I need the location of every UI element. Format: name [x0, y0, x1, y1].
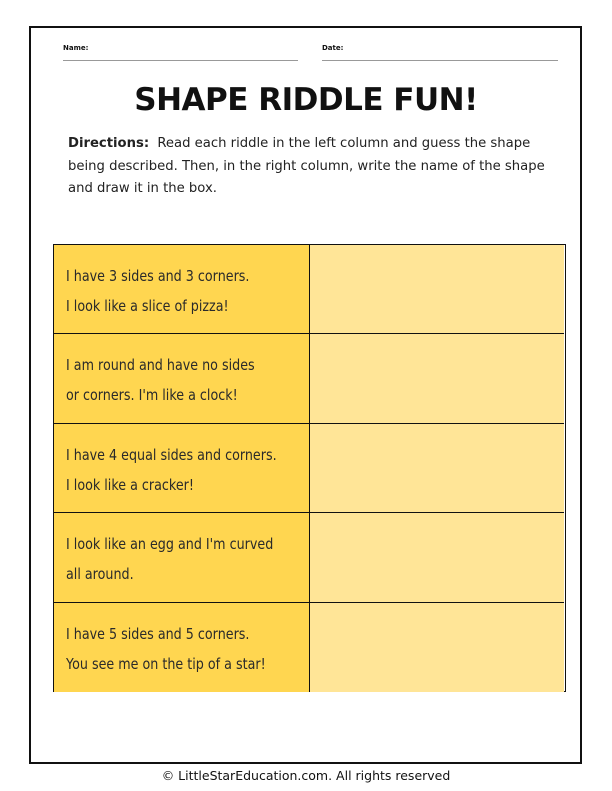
riddle-cell: [54, 513, 310, 601]
answer-box[interactable]: [310, 245, 564, 333]
directions: [68, 133, 548, 201]
riddle-cell: [54, 603, 310, 692]
answer-box[interactable]: [310, 334, 564, 422]
riddle-cell: [54, 245, 310, 333]
riddle-text: I am round and have no sides or corners. I'm like a clock!: [66, 356, 255, 405]
answer-box[interactable]: [310, 513, 564, 601]
riddle-text: I have 5 sides and 5 corners. You see me on the tip of a star!: [66, 624, 266, 673]
riddle-cell: [54, 424, 310, 512]
riddle-cell: [54, 334, 310, 422]
riddle-row: [54, 245, 564, 334]
page-title: SHAPE RIDDLE FUN!: [134, 82, 478, 118]
riddle-text: I have 4 equal sides and corners. I look like a cracker!: [66, 445, 277, 494]
riddle-text: I look like an egg and I'm curved all around.: [66, 535, 274, 584]
riddle-row: [54, 603, 564, 692]
name-label: Name:: [63, 44, 89, 52]
riddle-text: I have 3 sides and 3 corners. I look like a slice of pizza!: [66, 267, 250, 315]
copyright-footer: © LittleStarEducation.com. All rights reserved: [161, 768, 451, 783]
riddle-row: [54, 334, 564, 423]
date-label: Date:: [322, 44, 344, 52]
date-line: [322, 60, 558, 61]
directions-label: Directions:: [68, 136, 150, 151]
answer-box[interactable]: [310, 424, 564, 512]
riddle-row: [54, 513, 564, 602]
name-line: [63, 60, 298, 61]
directions-text: Read each riddle in the left column and guess the shape being described. Then, in the right column, write the name of the shape and draw it in the box.: [68, 136, 545, 196]
riddle-table: [53, 244, 566, 692]
answer-box[interactable]: [310, 603, 564, 692]
riddle-row: [54, 424, 564, 513]
